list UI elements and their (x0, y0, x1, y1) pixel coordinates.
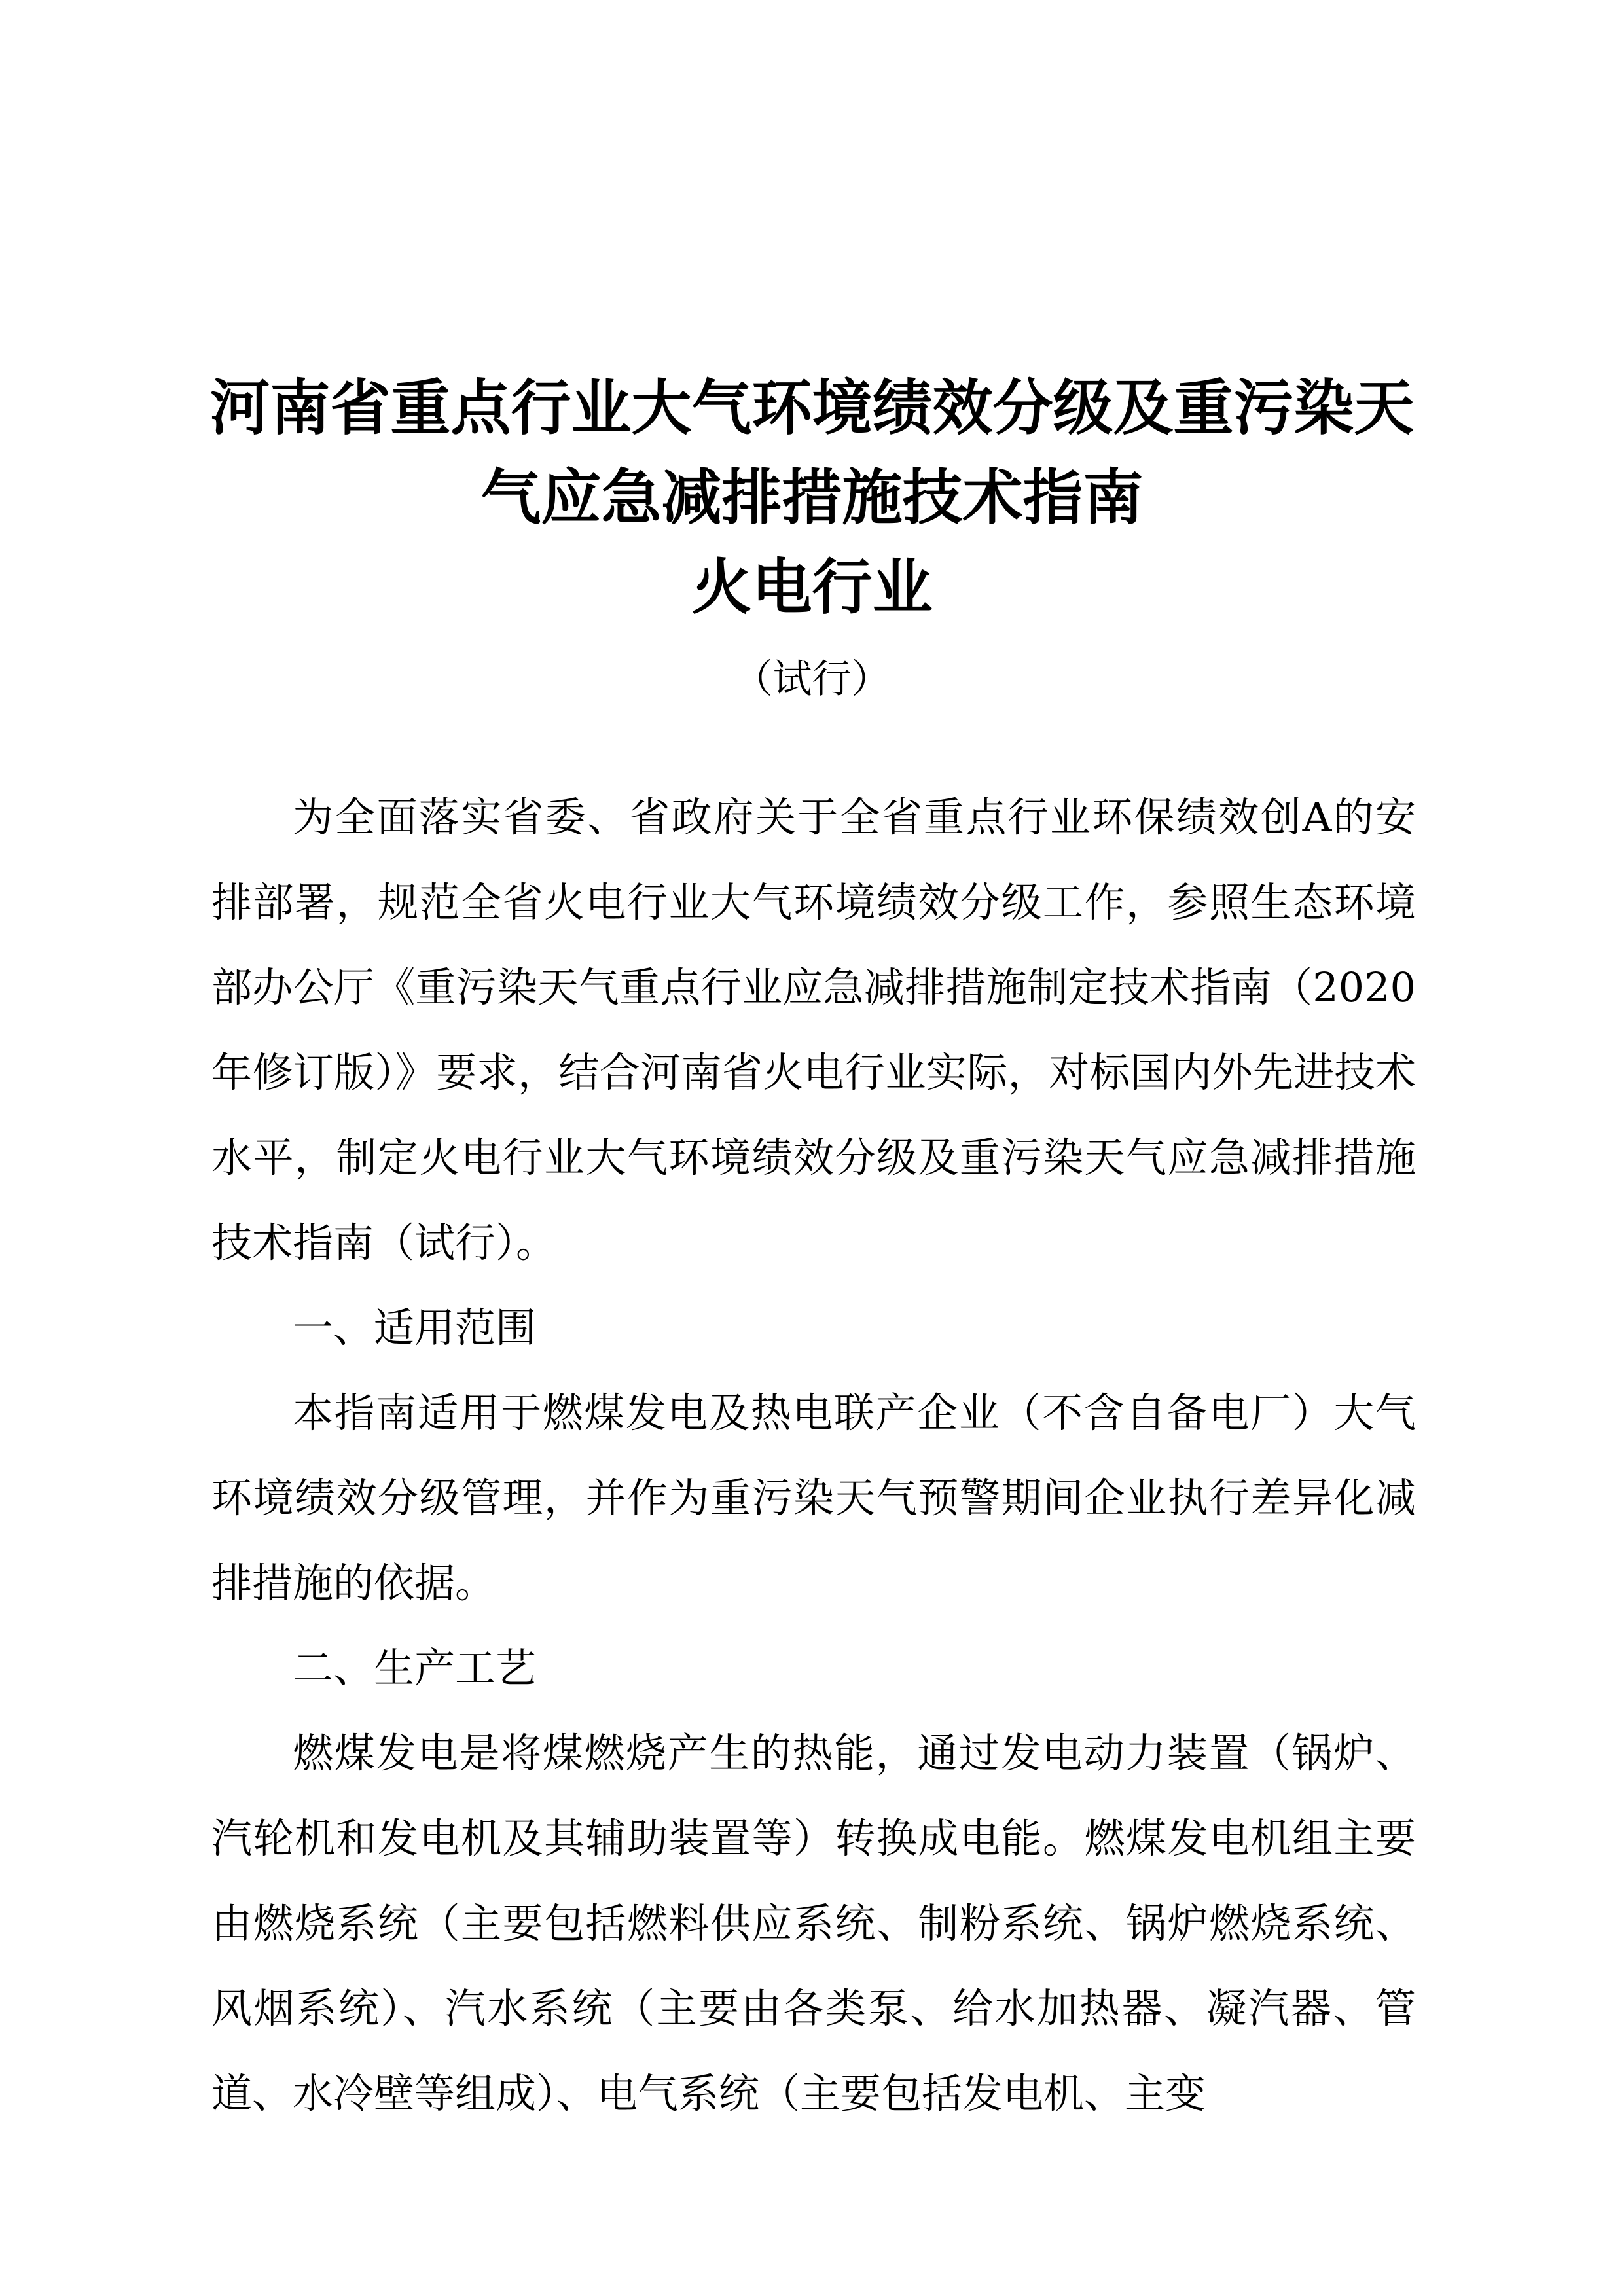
document-title-line-2: 气应急减排措施技术指南 (480, 463, 1144, 533)
section-heading-scope: 一、适用范围 (293, 1304, 537, 1352)
document-subtitle: （试行） (733, 656, 891, 702)
paragraph-intro: 为全面落实省委、省政府关于全省重点行业环保绩效创A的安排部署，规范全省火电行业大气环境绩效分级工作，参照生态环境部办公厅《重污染天气重点行业应急减排措施制定技术指南（2020年修订版）》要求，结合河南省火电行业实际，对标国内外先进技术水平，制定火电行业大气环境绩效分级及重污染天气应急减排措施技术指南（试行）。 (211, 793, 1416, 1266)
section-heading-process: 二、生产工艺 (293, 1644, 537, 1692)
document-body (211, 775, 1416, 2136)
document-title-line-3: 火电行业 (691, 552, 933, 622)
paragraph-scope: 本指南适用于燃煤发电及热电联产企业（不含自备电厂）大气环境绩效分级管理，并作为重污染天气预警期间企业执行差异化减排措施的依据。 (211, 1389, 1416, 1607)
document-title-line-1: 河南省重点行业大气环境绩效分级及重污染天 (209, 373, 1415, 443)
paragraph-process: 燃煤发电是将煤燃烧产生的热能，通过发电动力装置（锅炉、汽轮机和发电机及其辅助装置等）转换成电能。燃煤发电机组主要由燃烧系统（主要包括燃料供应系统、制粉系统、锅炉燃烧系统、风烟系统）、汽水系统（主要由各类泵、给水加热器、凝汽器、管道、水冷壁等组成）、电气系统（主要包括发电机、主变 (211, 1729, 1416, 2117)
